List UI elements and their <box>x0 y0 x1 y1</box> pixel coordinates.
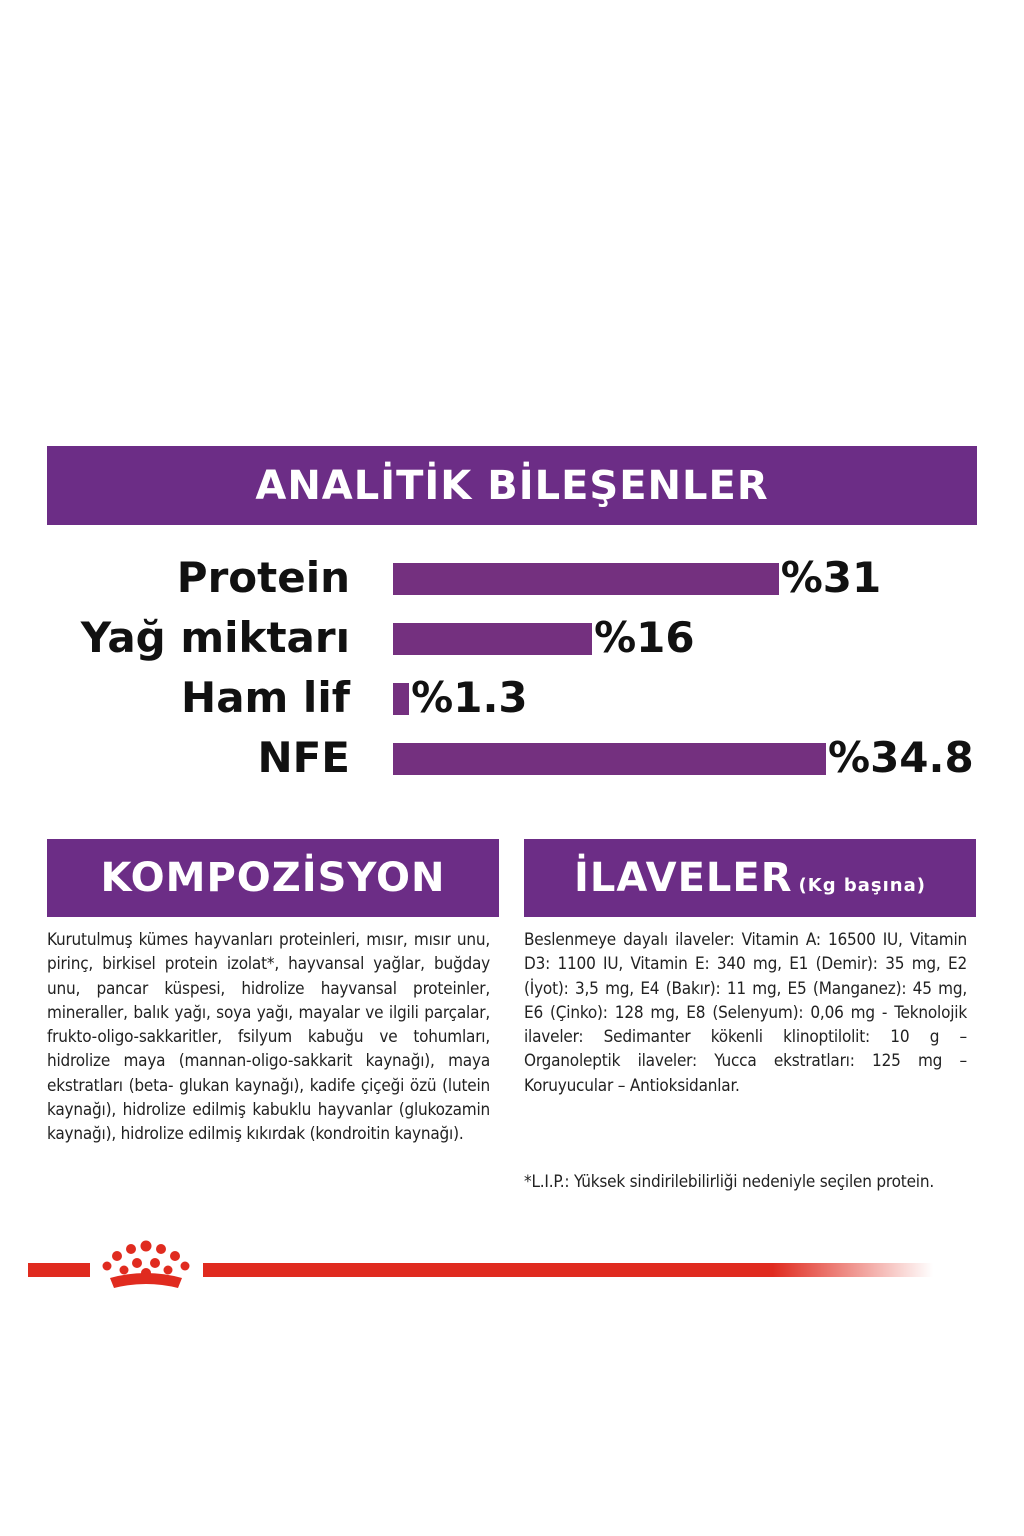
royal-canin-crown-icon <box>96 1238 196 1294</box>
composition-text: Kurutulmuş kümes hayvanları proteinleri, mısır, mısır unu, pirinç, birkisel protein izolat*, hayvansal yağlar, buğday unu, pancar küspesi, hidrolize hayvansal proteinler, mineraller, balık yağı, soya yağı, mayalar ve ilgili parçalar, frukto-oligo-sakkaritler, fsilyum kabuğu ve tohumları, hidrolize maya (mannan-oligo-sakkarit kaynağı), maya ekstratları (beta- glukan kaynağı), kadife çiçeği özü (lutein kaynağı), hidrolize edilmiş kabuklu hayvanlar (glukozamin kaynağı), hidrolize edilmiş kıkırdak (kondroitin kaynağı). <box>47 930 490 1145</box>
analytic-row-value: %34.8 <box>828 733 974 782</box>
analytic-row-bar <box>393 623 592 655</box>
composition-title: KOMPOZİSYON <box>100 855 446 901</box>
analytic-row-bar <box>393 743 826 775</box>
footer-line-right <box>203 1263 933 1277</box>
analytic-row-value: %1.3 <box>411 673 528 722</box>
additives-header <box>524 839 976 917</box>
lip-footnote: *L.I.P.: Yüksek sindirilebilirliği nedeniyle seçilen protein. <box>524 1172 934 1192</box>
composition-header <box>47 839 499 917</box>
analytic-row-value: %16 <box>594 613 695 662</box>
additives-title: İLAVELER <box>574 855 793 901</box>
footer-line-left <box>28 1263 90 1277</box>
additives-text: Beslenmeye dayalı ilaveler: Vitamin A: 16500 IU, Vitamin D3: 1100 IU, Vitamin E: 340 mg, E1 (Demir): 35 mg, E2 (İyot): 3,5 mg, E4 (Bakır): 11 mg, E5 (Manganez): 45 mg, E6 (Çinko): 128 mg, E8 (Selenyum): 0,06 mg - Teknolojik ilaveler: Sedimanter kökenli klinoptilolit: 10 g – Organoleptik ilaveler: Yucca ekstratları: 125 mg – Koruyucular – Antioksidanlar. <box>524 930 967 1096</box>
analytic-row-label: Ham lif <box>181 673 350 722</box>
analytic-components-header <box>47 446 977 525</box>
analytic-row-value: %31 <box>780 553 882 602</box>
additives-subtitle: (Kg başına) <box>798 874 926 896</box>
analytic-row-bar <box>393 563 779 595</box>
analytic-row-bar <box>393 683 409 715</box>
analytic-row-label: Yağ miktarı <box>80 613 350 662</box>
analytic-row-label: Protein <box>176 553 350 602</box>
analytic-row-label: NFE <box>257 733 350 782</box>
analytic-components-title: ANALİTİK BİLEŞENLER <box>255 462 769 509</box>
